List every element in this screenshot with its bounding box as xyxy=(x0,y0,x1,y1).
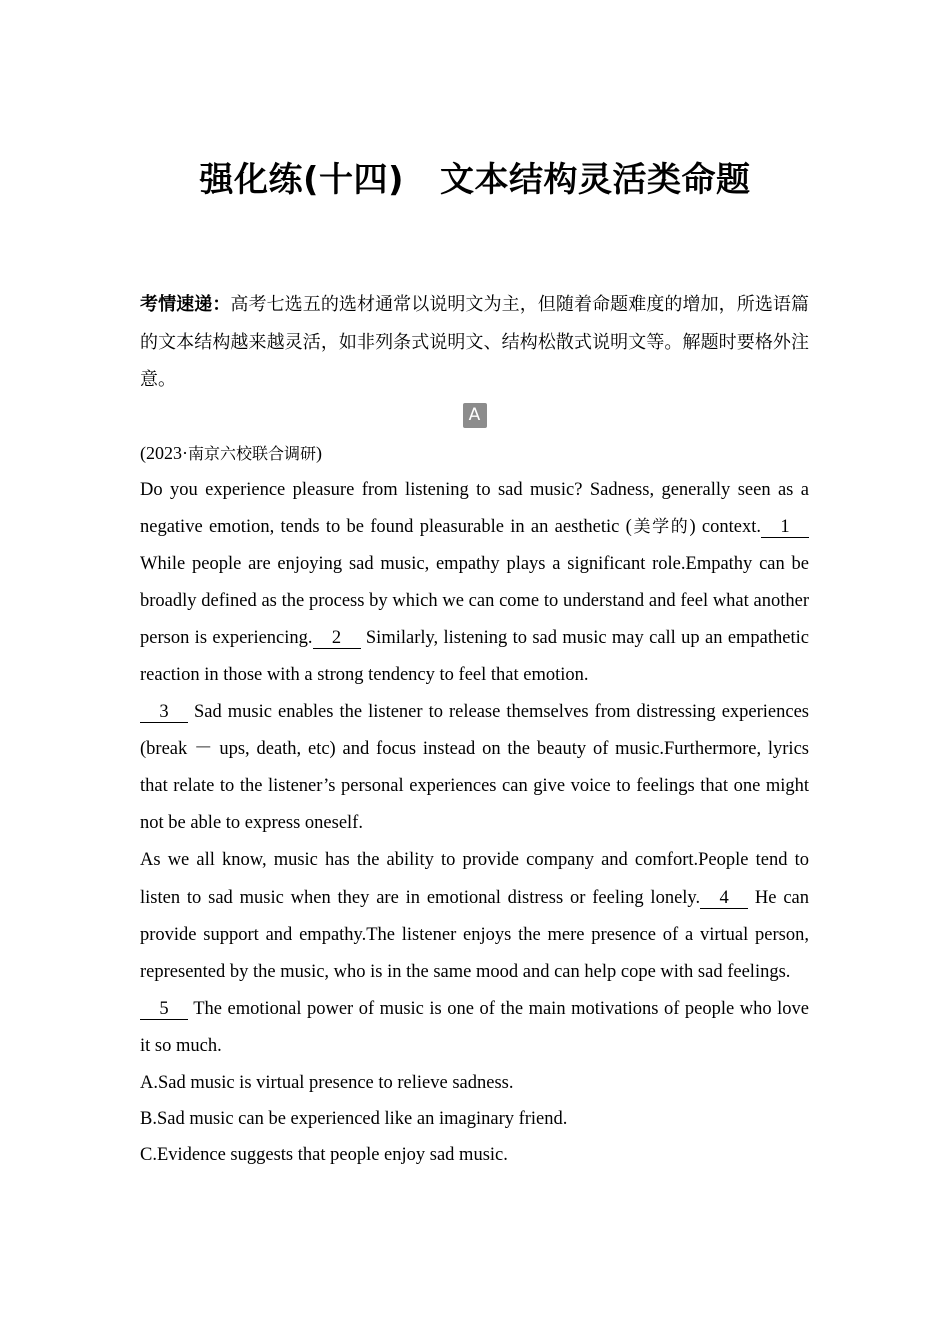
passage-paragraph-4 xyxy=(140,991,809,1065)
p1-text-b: ) context. xyxy=(689,516,761,537)
main-content xyxy=(140,286,809,1173)
source-name: 南京六校联合调研 xyxy=(188,443,317,463)
passage-paragraph-3 xyxy=(140,842,809,990)
p2-text: Sad music enables the listener to release themselves from distressing experiences (break － ups, death, etc) and focus instead on the beauty of music.Furthermore, lyrics that relate to the listener’s personal experiences can give voice to feelings that one might not be able to express oneself. xyxy=(140,702,809,834)
section-badge-row xyxy=(140,399,809,435)
title-part-2: 文本结构灵活类命题 xyxy=(440,160,751,200)
title-part-1: 强化练(十四) xyxy=(199,160,405,200)
blank-4[interactable]: 4 xyxy=(700,888,748,909)
source-year: (2023· xyxy=(140,442,188,463)
p3-text-b: He can provide support and empathy.The listener enjoys the mere presence of a virtual person, represented by the music, who is in the same mood and can help cope with sad feelings. xyxy=(140,887,809,982)
blank-2[interactable]: 2 xyxy=(313,628,361,649)
option-a: A.Sad music is virtual presence to relieve sadness. xyxy=(140,1073,514,1093)
page-title xyxy=(0,152,950,201)
section-badge: A xyxy=(463,403,487,428)
blank-5[interactable]: 5 xyxy=(140,999,188,1020)
source-close: ) xyxy=(316,442,323,463)
p4-text: The emotional power of music is one of the main motivations of people who love it so much. xyxy=(140,998,809,1056)
passage-paragraph-1 xyxy=(140,472,809,695)
passage-paragraph-2 xyxy=(140,694,809,842)
intro-label: 考情速递： xyxy=(140,294,231,315)
blank-3[interactable]: 3 xyxy=(140,702,188,723)
p3-text-a: As we all know, music has the ability to provide company and comfort.People tend to listen to sad music when they are in emotional distress or feeling lonely. xyxy=(140,850,809,908)
blank-1[interactable]: 1 xyxy=(761,517,809,538)
p1-text-d: Similarly, listening to sad music may call up an empathetic reaction in those with a strong tendency to feel that emotion. xyxy=(140,627,809,685)
option-b: B.Sad music can be experienced like an imaginary friend. xyxy=(140,1109,568,1129)
intro-text: 高考七选五的选材通常以说明文为主，但随着命题难度的增加，所选语篇的文本结构越来越灵活，如非列条式说明文、结构松散式说明文等。解题时要格外注意。 xyxy=(140,294,810,390)
p1-text-a: Do you experience pleasure from listening to sad music? Sadness, generally seen as a negative emotion, tends to be found pleasurable in an aesthetic ( xyxy=(140,479,809,537)
option-c: C.Evidence suggests that people enjoy sad music. xyxy=(140,1145,508,1165)
p1-text-c: While people are enjoying sad music, empathy plays a significant role.Empathy can be broadly defined as the process by which we can come to understand and feel what another person is experiencing. xyxy=(140,553,809,648)
source-line xyxy=(140,435,809,472)
p1-cn-gloss: 美学的 xyxy=(631,516,690,537)
intro-paragraph xyxy=(140,286,809,399)
